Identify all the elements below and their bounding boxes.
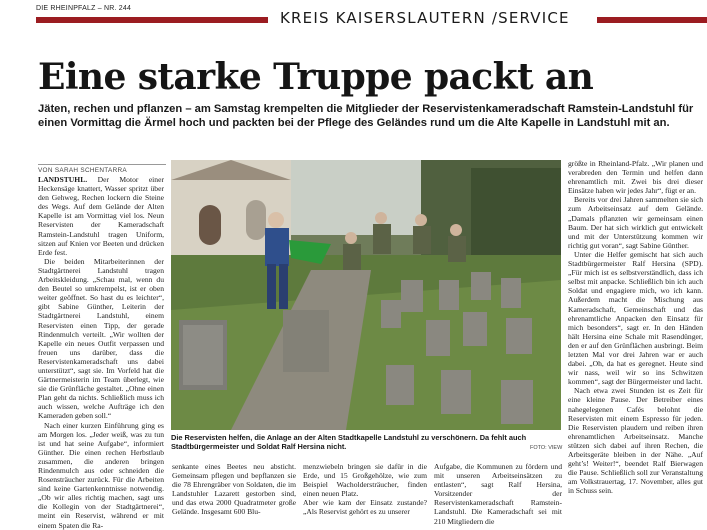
section-title: KREIS KAISERSLAUTERN /SERVICE	[280, 9, 570, 27]
article-paragraph: Bereits vor drei Jahren sammelten sie sich zum Arbeitseinsatz auf dem Gelände. „Damals pflanzten wir gemeinsam einen Baum. Der hat sich wirklich gut entwickelt und mit der Unterstützung kommen wir richtig gut voran“, sagt Sabine Günther.	[568, 195, 703, 250]
article-paragraph: Die beiden Mitarbeiterinnen der Stadtgärtnerei Landstuhl tragen Arbeitskleidung. „Schau mal, wenn du den Beutel so umkrempelst, ist er oben weiter geöffnet. So hast du es leichter“, gibt Sabine Günther, Leiterin der Stadtgärtnerei Landstuhl, einem Reservisten einen Tipp, der gerade Rindenmulch verteilt. „Wir wollten der Kapelle ein neues Outfit verpassen und freuen uns darüber, dass die Reservistenkameradschaft uns dabei unterstützt“, sagt sie. Im Vorfeld hat die Gärtnermeisterin im Team überlegt, wie sie die Grünfläche gestaltet. „Ohne einen Plan geht da nichts. Schließlich muss ich auch wissen, welche Aufträge ich den Kameraden geben soll.“	[38, 256, 164, 421]
article-column-5	[568, 159, 703, 515]
article-subhead: Jäten, rechen und pflanzen – am Samstag krempelten die Mitglieder der Reservistenkameradschaft Ramstein-Landstuhl für einen Vormittag die Ärmel hoch und packten bei der Pflege des Geländes rund um die Alte Kapelle in Landstuhl mit an.	[38, 103, 694, 129]
article-headline: Eine starke Truppe packt an	[38, 56, 594, 98]
article-column-3	[303, 462, 427, 516]
article-paragraph: menzwiebeln bringen sie dafür in die Erde, und 15 Großgehölze, wie zum Beispiel Wacholdersträucher, finden einen neuen Platz. Aber wie kam der Einsatz zustande? „Als Reservist gehört es zu unserer	[303, 462, 427, 517]
article-column-4	[434, 462, 562, 526]
article-paragraph: Nach einer kurzen Einführung ging es am Morgen los. „Jeder weiß, was zu tun ist und hat seine Aufgabe“, informiert Günther. Die einen rechen Herbstlaub zusammen, die anderen bringen Rindenmulch aus oder schneiden die Rosensträucher zurück. Für die Arbeiten sind keine Gartenkenntnisse notwendig. „Ob wir alles richtig machen, sagt uns die Kollegin von der Stadtgärtnerei“, meint ein Reservist, während er mit einem Spaten die Ra-	[38, 420, 164, 530]
section-rule-left	[36, 17, 268, 23]
article-dateline: LANDSTUHL.	[38, 175, 88, 184]
article-photo	[171, 160, 561, 430]
photo-caption: Die Reservisten helfen, die Anlage an der Alten Stadtkapelle Landstuhl zu verschönern. Da fehlt auch Stadtbürgermeister und Soldat Ralf Hersina nicht.	[171, 433, 527, 451]
article-paragraph: Unter die Helfer gemischt hat sich auch Stadtbürgermeister Ralf Hersina (SPD). „Für mich ist es selbstverständlich, dass ich selbst mit anpacke. Schließlich bin ich auch Soldat und engagiere mich, wo ich kann. Außerdem macht die Mischung aus Kameradschaft, Gemeinschaft und das ehrenamtliche Anpacken den Einsatz für mich besonders“, sagt er. In den Händen hält Hersina eine Schale mit Rasendünger, den er auf den Grünflächen ausbringt. Beim letzten Mal vor drei Jahren war er auch dabei. „Oh, da hat es geregnet. Heute sind wir nass, weil wir so ins Schwitzen kommen“, sagt der Bürgermeister und lacht.	[568, 249, 703, 387]
article-paragraph: Aufgabe, die Kommunen zu fördern und mit unseren Arbeitseinsätzen zu entlasten“, sagt Ralf Hersina, Vorsitzender der Reservistenkameradschaft Ramstein-Landstuhl. Die Kameradschaft sei mit 210 Mitgliedern die	[434, 462, 562, 526]
article-byline: VON SARAH SCHENTARRA	[38, 164, 166, 174]
photo-credit: FOTO: VIEW	[530, 445, 563, 451]
article-column-1	[38, 175, 164, 530]
article-paragraph: senkante eines Beetes neu absticht. Gemeinsam pflegen und bepflanzen sie die 78 Ehrengräber von Soldaten, die im Landstuhler Lazarett gestorben sind, und das etwa 2000 Quadratmeter große Gelände. Insgesamt 600 Blu-	[172, 462, 296, 517]
article-paragraph: größte in Rheinland-Pfalz. „Wir planen und verabreden den Termin und helfen dann ehrenamtlich mit. Zwei bis drei dieser Einsätze haben wir jedes Jahr“, fügt er an.	[568, 159, 703, 196]
article-paragraph	[38, 175, 164, 257]
article-paragraph-text: Der Motor einer Heckensäge knattert, Wasser spritzt über den Gehweg, Rechen lockern die Steine des Wegs. Auf dem Gelände der Alten Kapelle ist am Vormittag viel los. Neun Reservisten der Kameradschaft Ramstein-Landstuhl tragen Uniform, sitzen auf Knien vor Beeten und drücken Erde fest.	[38, 175, 164, 257]
article-column-2	[172, 462, 296, 516]
masthead-page-label: DIE RHEINPFALZ – NR. 244	[36, 5, 132, 12]
article-paragraph: Nach etwa zwei Stunden ist es Zeit für eine kleine Pause. Der Betreiber eines nahegelegenen Cafés belohnt die Reservisten mit einem Espresso für jeden. Die Reservisten plaudern und reiben ihren ehrenamtlichen Arbeitseinsatz. Manche stützen sich dabei auf ihren Rechen, die Arbeitsgeräte bleiben in der Nähe. „Auf geht’s! Weiter!“, beendet Ralf Bierwagen die Pause. Schließlich soll zur Veranstaltung am Volkstrauertag, 17. November, alles gut in Schuss sein.	[568, 386, 703, 496]
section-rule-right	[597, 17, 707, 23]
